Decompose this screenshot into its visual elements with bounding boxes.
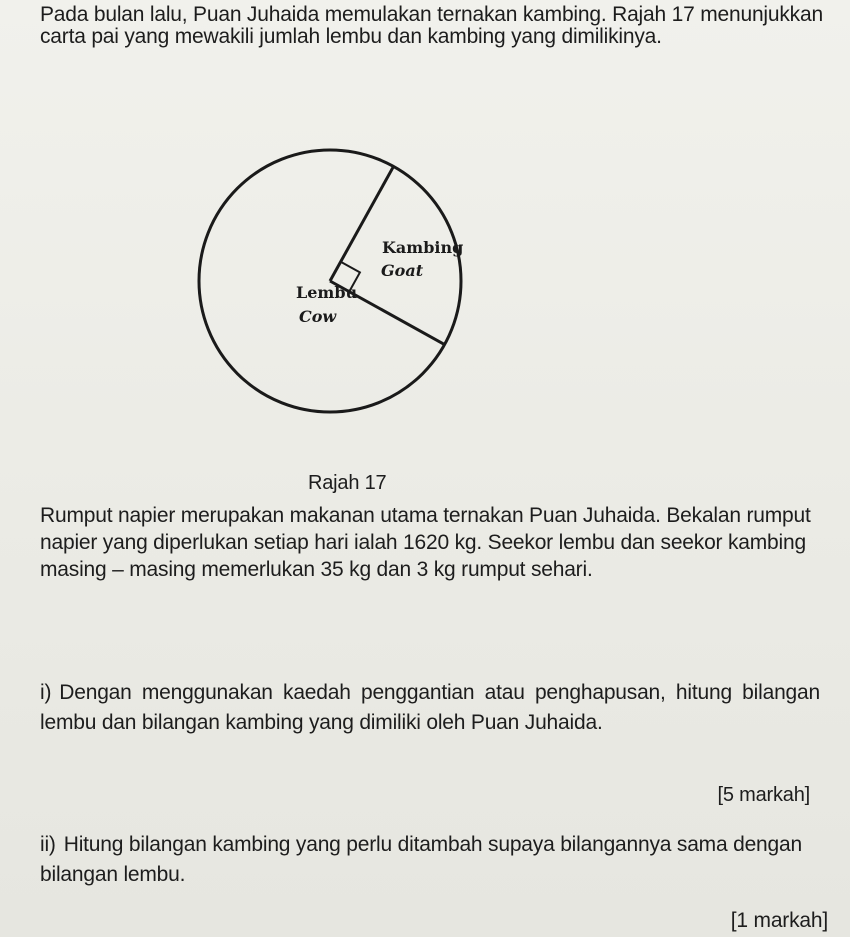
intro-paragraph: Pada bulan lalu, Puan Juhaida memulakan ternakan kambing. Rajah 17 menunjukkan carta pai yang mewakili jumlah lembu dan kambing yang dimilikinya. [40,3,823,48]
question-ii-text: Hitung bilangan kambing yang perlu ditambah supaya bilangannya sama dengan bilangan lembu. [40,833,802,886]
question-ii [40,830,810,890]
question-i-text: Dengan menggunakan kaedah penggantian atau penghapusan, hitung bilangan lembu dan bilangan kambing yang dimiliki oleh Puan Juhaida. [40,681,820,734]
info-paragraph: Rumput napier merupakan makanan utama ternakan Puan Juhaida. Bekalan rumput napier yang diperlukan setiap hari ialah 1620 kg. Seekor lembu dan seekor kambing masing – masing memerlukan 35 kg dan 3 kg rumput sehari. [40,504,811,581]
label-cow: Cow [299,307,337,326]
question-i-label: i) [40,681,52,704]
label-goat: Goat [381,261,424,280]
label-lembu: Lembu [296,283,358,302]
question-i [40,678,820,738]
question-i-marks: [5 markah] [717,784,810,806]
label-kambing: Kambing [382,238,464,257]
figure-caption: Rajah 17 [308,472,387,494]
question-ii-label: ii) [40,833,56,856]
question-ii-marks: [1 markah] [730,909,828,932]
